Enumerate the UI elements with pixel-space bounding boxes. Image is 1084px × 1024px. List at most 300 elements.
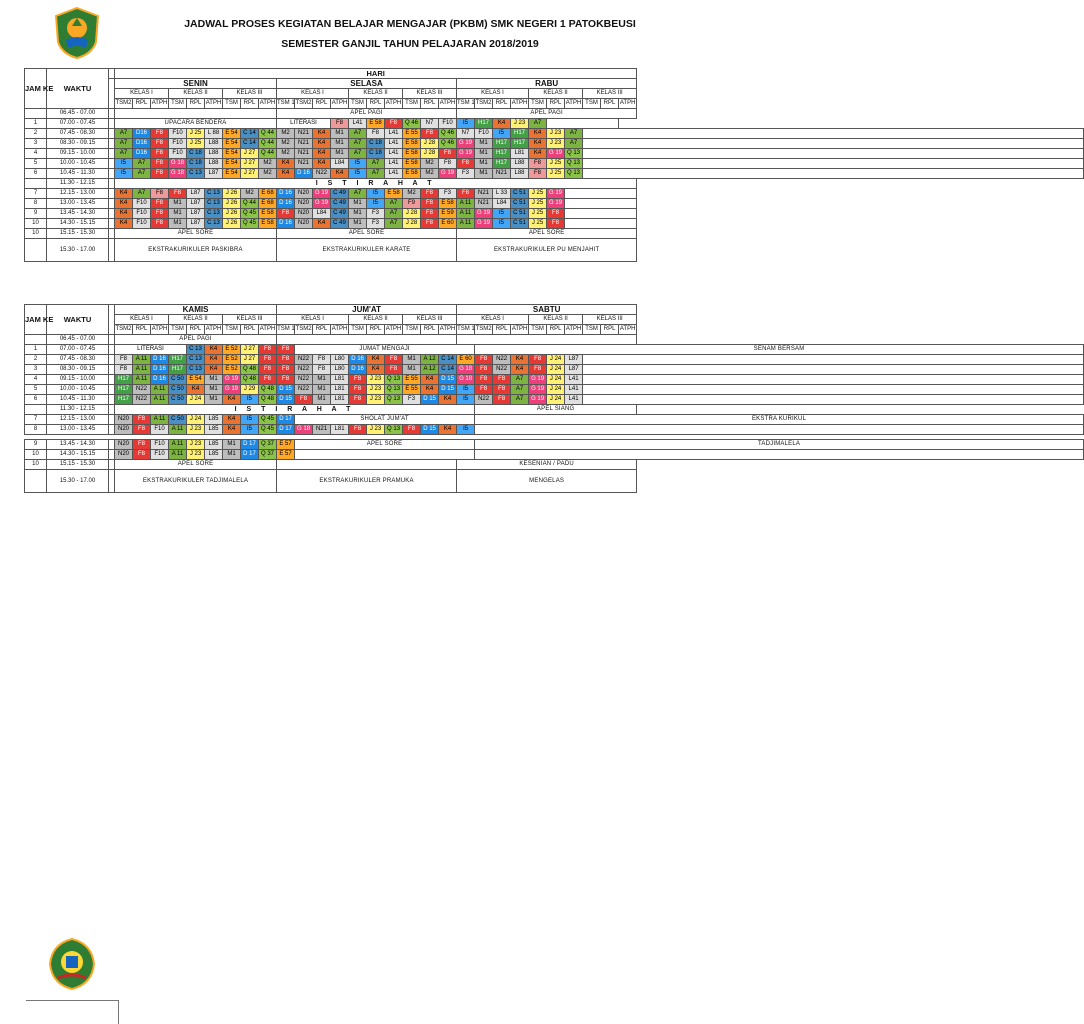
class-slot-cell: C 50 bbox=[169, 415, 187, 425]
schedule-cell bbox=[583, 375, 1084, 385]
class-slot-cell: A 12 bbox=[421, 365, 439, 375]
class-slot-cell: A7 bbox=[511, 395, 529, 405]
major-header: ATPH bbox=[385, 325, 403, 335]
class-slot-cell: G 19 bbox=[457, 149, 475, 159]
class-slot-cell: F8 bbox=[151, 219, 169, 229]
class-slot-cell: J 28 bbox=[403, 219, 421, 229]
class-slot-cell: F8 bbox=[151, 169, 169, 179]
class-slot-cell: K4 bbox=[367, 365, 385, 375]
class-slot-cell: A7 bbox=[385, 209, 403, 219]
class-slot-cell: E 58 bbox=[439, 199, 457, 209]
class-slot-cell: D 17 bbox=[241, 440, 259, 450]
activity-cell bbox=[115, 109, 277, 119]
day-header: RABU bbox=[457, 79, 637, 89]
jam-ke-cell: 8 bbox=[25, 199, 47, 209]
class-slot-cell: C 13 bbox=[187, 365, 205, 375]
class-slot-cell: G 19 bbox=[547, 199, 565, 209]
class-slot-cell: K4 bbox=[367, 355, 385, 365]
class-slot-cell: H17 bbox=[493, 149, 511, 159]
class-slot-cell: C 13 bbox=[205, 199, 223, 209]
jam-ke-cell: 9 bbox=[25, 440, 47, 450]
class-slot-cell: L87 bbox=[187, 219, 205, 229]
class-slot-cell: N20 bbox=[295, 199, 313, 209]
class-slot-cell: I5 bbox=[367, 189, 385, 199]
class-slot-cell: A 11 bbox=[133, 365, 151, 375]
class-slot-cell: N21 bbox=[475, 199, 493, 209]
class-slot-cell: F8 bbox=[277, 209, 295, 219]
class-slot-cell: D 15 bbox=[439, 375, 457, 385]
major-header: TSM2 bbox=[115, 325, 133, 335]
major-header: TSM bbox=[529, 99, 547, 109]
class-slot-cell: K4 bbox=[115, 189, 133, 199]
class-slot-cell: H17 bbox=[511, 129, 529, 139]
class-slot-cell: M1 bbox=[169, 219, 187, 229]
class-slot-cell: J 25 bbox=[547, 169, 565, 179]
major-header: ATPH bbox=[439, 99, 457, 109]
class-slot-cell: J 26 bbox=[223, 189, 241, 199]
class-slot-cell: J 24 bbox=[547, 395, 565, 405]
major-header: TSM bbox=[349, 99, 367, 109]
jam-ke-cell: 2 bbox=[25, 129, 47, 139]
class-slot-cell: E 55 bbox=[403, 385, 421, 395]
class-slot-cell: J 24 bbox=[547, 355, 565, 365]
class-slot-cell: F8 bbox=[421, 189, 439, 199]
class-slot-cell: N22 bbox=[493, 365, 511, 375]
class-slot-cell: M1 bbox=[475, 169, 493, 179]
major-header: RPL bbox=[313, 99, 331, 109]
class-slot-cell: A7 bbox=[367, 169, 385, 179]
activity-cell: SHOLAT JUM'AT bbox=[295, 415, 475, 425]
class-slot-cell: Q 13 bbox=[565, 159, 583, 169]
class-group-header: KELAS III bbox=[403, 315, 457, 325]
class-slot-cell: A 11 bbox=[169, 425, 187, 435]
schedule-cell bbox=[547, 119, 619, 129]
major-header: TSM bbox=[169, 325, 187, 335]
class-slot-cell: L84 bbox=[493, 199, 511, 209]
waktu-cell: 10.45 - 11.30 bbox=[47, 169, 109, 179]
class-slot-cell: A7 bbox=[511, 375, 529, 385]
class-slot-cell: L85 bbox=[205, 450, 223, 460]
class-slot-cell: A7 bbox=[349, 129, 367, 139]
jam-ke-cell: 4 bbox=[25, 149, 47, 159]
class-slot-cell: H17 bbox=[115, 395, 133, 405]
jam-ke-cell: 10 bbox=[25, 229, 47, 239]
class-slot-cell: M1 bbox=[205, 375, 223, 385]
waktu-cell: 13.00 - 13.45 bbox=[47, 425, 109, 435]
major-header: ATPH bbox=[619, 99, 637, 109]
class-slot-cell: N21 bbox=[493, 169, 511, 179]
major-header: TSM2 bbox=[475, 325, 493, 335]
class-slot-cell: H17 bbox=[511, 139, 529, 149]
class-slot-cell: J 23 bbox=[547, 129, 565, 139]
class-slot-cell: N22 bbox=[295, 355, 313, 365]
day-header: JUM'AT bbox=[277, 305, 457, 315]
class-slot-cell: M1 bbox=[331, 139, 349, 149]
class-slot-cell: D 16 bbox=[151, 375, 169, 385]
class-slot-cell: G 19 bbox=[529, 395, 547, 405]
class-slot-cell: E 54 bbox=[223, 169, 241, 179]
class-slot-cell: J 23 bbox=[187, 440, 205, 450]
class-group-header: KELAS I bbox=[457, 89, 529, 99]
class-slot-cell: N20 bbox=[115, 415, 133, 425]
class-slot-cell: K4 bbox=[313, 159, 331, 169]
class-slot-cell: I5 bbox=[493, 209, 511, 219]
major-header: ATPH bbox=[511, 99, 529, 109]
waktu-cell: 15.30 - 17.00 bbox=[47, 239, 109, 262]
major-header: ATPH bbox=[331, 99, 349, 109]
waktu-header: WAKTU bbox=[47, 69, 109, 109]
class-slot-cell: F8 bbox=[169, 189, 187, 199]
class-slot-cell: A 11 bbox=[169, 440, 187, 450]
class-slot-cell: M1 bbox=[475, 139, 493, 149]
major-header: ATPH bbox=[385, 99, 403, 109]
class-slot-cell: L88 bbox=[205, 159, 223, 169]
class-slot-cell: M2 bbox=[403, 189, 421, 199]
activity-cell: EKSTRAKURIKULER PASKIBRA bbox=[115, 239, 277, 262]
class-slot-cell: D 16 bbox=[295, 169, 313, 179]
class-slot-cell: D 15 bbox=[421, 425, 439, 435]
class-slot-cell: A7 bbox=[115, 149, 133, 159]
major-header: TSM bbox=[403, 325, 421, 335]
jam-ke-cell: 7 bbox=[25, 189, 47, 199]
class-slot-cell: L41 bbox=[565, 395, 583, 405]
schedule-cell bbox=[583, 159, 1084, 169]
class-slot-cell: C 14 bbox=[241, 129, 259, 139]
class-slot-cell: N22 bbox=[295, 385, 313, 395]
class-slot-cell: E 57 bbox=[277, 440, 295, 450]
class-slot-cell: L80 bbox=[331, 355, 349, 365]
class-slot-cell: C 14 bbox=[241, 139, 259, 149]
class-slot-cell: J 27 bbox=[241, 149, 259, 159]
class-slot-cell: L85 bbox=[205, 425, 223, 435]
major-header: TSM bbox=[223, 325, 241, 335]
class-slot-cell: M1 bbox=[313, 385, 331, 395]
class-slot-cell: I5 bbox=[457, 385, 475, 395]
class-slot-cell: L41 bbox=[385, 169, 403, 179]
class-slot-cell: C 51 bbox=[511, 219, 529, 229]
class-slot-cell: D 16 bbox=[349, 355, 367, 365]
jam-ke-header: JAM KE bbox=[25, 305, 47, 335]
major-header: TSM bbox=[529, 325, 547, 335]
class-slot-cell: J 25 bbox=[529, 219, 547, 229]
footer-divider bbox=[118, 1000, 119, 1024]
major-header: TSM bbox=[583, 325, 601, 335]
class-slot-cell: M1 bbox=[403, 355, 421, 365]
major-header: ATPH bbox=[331, 325, 349, 335]
activity-cell: APEL SORE bbox=[277, 229, 457, 239]
class-slot-cell: C 14 bbox=[439, 365, 457, 375]
class-slot-cell: N21 bbox=[295, 159, 313, 169]
class-slot-cell: E 58 bbox=[259, 219, 277, 229]
class-slot-cell: C 51 bbox=[511, 199, 529, 209]
class-slot-cell: C 13 bbox=[187, 169, 205, 179]
class-slot-cell: Q 44 bbox=[259, 149, 277, 159]
class-slot-cell: N21 bbox=[295, 129, 313, 139]
class-slot-cell: F8 bbox=[277, 345, 295, 355]
class-slot-cell: F10 bbox=[133, 199, 151, 209]
class-slot-cell: E 58 bbox=[259, 209, 277, 219]
class-slot-cell: C 18 bbox=[367, 149, 385, 159]
class-slot-cell: A7 bbox=[385, 199, 403, 209]
activity-cell bbox=[475, 450, 1084, 460]
class-slot-cell: I5 bbox=[349, 169, 367, 179]
major-header: TSM bbox=[223, 99, 241, 109]
class-slot-cell: E 58 bbox=[403, 149, 421, 159]
class-slot-cell: J 25 bbox=[547, 159, 565, 169]
class-slot-cell: C 49 bbox=[331, 189, 349, 199]
waktu-cell: 13.45 - 14.30 bbox=[47, 209, 109, 219]
class-slot-cell: F8 bbox=[277, 355, 295, 365]
class-slot-cell: M1 bbox=[475, 159, 493, 169]
class-slot-cell: J 24 bbox=[547, 365, 565, 375]
class-slot-cell: L41 bbox=[565, 385, 583, 395]
class-slot-cell: N20 bbox=[295, 189, 313, 199]
major-header: ATPH bbox=[151, 325, 169, 335]
class-slot-cell: L80 bbox=[331, 365, 349, 375]
jam-ke-cell: 10 bbox=[25, 450, 47, 460]
class-slot-cell: N21 bbox=[475, 189, 493, 199]
waktu-cell: 07.45 - 08.30 bbox=[47, 129, 109, 139]
major-header: TSM2 bbox=[295, 325, 313, 335]
class-slot-cell: K4 bbox=[223, 395, 241, 405]
jam-ke-cell: 2 bbox=[25, 355, 47, 365]
class-slot-cell: E 58 bbox=[367, 119, 385, 129]
class-slot-cell: G 19 bbox=[313, 189, 331, 199]
class-slot-cell: F8 bbox=[313, 355, 331, 365]
class-slot-cell: F8 bbox=[133, 415, 151, 425]
class-slot-cell: E 54 bbox=[223, 129, 241, 139]
activity-cell: APEL PAGI bbox=[457, 109, 637, 119]
class-slot-cell: N20 bbox=[295, 219, 313, 229]
waktu-cell: 09.15 - 10.00 bbox=[47, 375, 109, 385]
class-slot-cell: J 23 bbox=[187, 450, 205, 460]
class-slot-cell: E 54 bbox=[223, 149, 241, 159]
class-slot-cell: L87 bbox=[187, 209, 205, 219]
class-slot-cell: C 50 bbox=[169, 375, 187, 385]
class-slot-cell: J 29 bbox=[241, 385, 259, 395]
class-slot-cell: G 18 bbox=[169, 159, 187, 169]
class-slot-cell: A 11 bbox=[151, 385, 169, 395]
class-group-header: KELAS II bbox=[529, 315, 583, 325]
jam-ke-cell: 5 bbox=[25, 385, 47, 395]
schedule-cell bbox=[583, 365, 1084, 375]
class-slot-cell: K4 bbox=[439, 395, 457, 405]
class-slot-cell: F10 bbox=[475, 129, 493, 139]
class-slot-cell: F8 bbox=[421, 219, 439, 229]
major-header: RPL bbox=[493, 325, 511, 335]
waktu-header: WAKTU bbox=[47, 305, 109, 335]
class-slot-cell: L81 bbox=[331, 395, 349, 405]
class-slot-cell: A7 bbox=[385, 219, 403, 229]
class-slot-cell: J 25 bbox=[187, 129, 205, 139]
class-slot-cell: G 19 bbox=[547, 149, 565, 159]
class-slot-cell: K4 bbox=[529, 149, 547, 159]
class-slot-cell: F8 bbox=[385, 119, 403, 129]
class-slot-cell: Q 46 bbox=[439, 129, 457, 139]
class-slot-cell: A7 bbox=[565, 139, 583, 149]
class-slot-cell: L84 bbox=[331, 159, 349, 169]
class-slot-cell: F8 bbox=[421, 129, 439, 139]
class-slot-cell: M1 bbox=[205, 385, 223, 395]
class-slot-cell: L84 bbox=[313, 209, 331, 219]
class-slot-cell: A7 bbox=[133, 159, 151, 169]
class-slot-cell: L41 bbox=[385, 129, 403, 139]
jam-ke-cell: 3 bbox=[25, 139, 47, 149]
class-slot-cell: C 18 bbox=[187, 149, 205, 159]
waktu-cell: 15.15 - 15.30 bbox=[47, 229, 109, 239]
class-slot-cell: G 18 bbox=[457, 365, 475, 375]
activity-cell bbox=[475, 425, 1084, 435]
class-slot-cell: J 28 bbox=[421, 149, 439, 159]
major-header: TSM bbox=[583, 99, 601, 109]
class-slot-cell: L87 bbox=[187, 189, 205, 199]
class-slot-cell: D 15 bbox=[439, 385, 457, 395]
jam-ke-cell bbox=[25, 470, 47, 493]
class-slot-cell: K4 bbox=[223, 425, 241, 435]
class-slot-cell: J 25 bbox=[529, 209, 547, 219]
waktu-cell: 10.00 - 10.45 bbox=[47, 159, 109, 169]
day-header: SELASA bbox=[277, 79, 457, 89]
waktu-cell: 07.45 - 08.30 bbox=[47, 355, 109, 365]
class-slot-cell: F8 bbox=[259, 355, 277, 365]
major-header: TSM bbox=[403, 99, 421, 109]
class-slot-cell: A7 bbox=[349, 189, 367, 199]
class-slot-cell: D 15 bbox=[421, 395, 439, 405]
class-slot-cell: A7 bbox=[115, 129, 133, 139]
class-slot-cell: Q 48 bbox=[259, 395, 277, 405]
day-header: SABTU bbox=[457, 305, 637, 315]
class-slot-cell: E 57 bbox=[277, 450, 295, 460]
class-slot-cell: H17 bbox=[493, 159, 511, 169]
class-slot-cell: I5 bbox=[457, 395, 475, 405]
class-slot-cell: J 24 bbox=[547, 375, 565, 385]
schedule-cell bbox=[583, 385, 1084, 395]
jam-ke-cell: 7 bbox=[25, 415, 47, 425]
class-slot-cell: J 27 bbox=[241, 159, 259, 169]
class-group-header: KELAS II bbox=[169, 315, 223, 325]
class-group-header: KELAS III bbox=[223, 89, 277, 99]
activity-cell bbox=[457, 335, 637, 345]
class-slot-cell: K4 bbox=[277, 159, 295, 169]
schedule-cell bbox=[565, 189, 637, 199]
class-slot-cell: J 26 bbox=[223, 209, 241, 219]
major-header: ATPH bbox=[259, 99, 277, 109]
waktu-cell: 14.30 - 15.15 bbox=[47, 219, 109, 229]
class-slot-cell: L85 bbox=[205, 440, 223, 450]
class-slot-cell: K4 bbox=[421, 385, 439, 395]
major-header: TSM 1 bbox=[457, 99, 475, 109]
class-slot-cell: A 11 bbox=[457, 199, 475, 209]
class-slot-cell: J 27 bbox=[241, 169, 259, 179]
class-slot-cell: E 68 bbox=[259, 189, 277, 199]
class-group-header: KELAS I bbox=[115, 315, 169, 325]
major-header: RPL bbox=[187, 325, 205, 335]
class-group-header: KELAS I bbox=[115, 89, 169, 99]
class-slot-cell: N21 bbox=[295, 139, 313, 149]
document-subtitle: SEMESTER GANJIL TAHUN PELAJARAN 2018/2019 bbox=[281, 38, 539, 50]
class-slot-cell: F8 bbox=[547, 209, 565, 219]
major-header: TSM2 bbox=[475, 99, 493, 109]
class-slot-cell: E 58 bbox=[403, 159, 421, 169]
class-slot-cell: L41 bbox=[385, 139, 403, 149]
class-slot-cell: M1 bbox=[331, 149, 349, 159]
class-slot-cell: F10 bbox=[169, 149, 187, 159]
jam-ke-cell: 3 bbox=[25, 365, 47, 375]
major-header: RPL bbox=[493, 99, 511, 109]
class-slot-cell: A 11 bbox=[133, 375, 151, 385]
class-slot-cell: G 19 bbox=[457, 139, 475, 149]
class-slot-cell: L87 bbox=[205, 169, 223, 179]
class-slot-cell: M1 bbox=[403, 365, 421, 375]
class-slot-cell: K4 bbox=[277, 169, 295, 179]
class-slot-cell: K4 bbox=[313, 219, 331, 229]
schedule-table-week-2 bbox=[24, 304, 807, 493]
schedule-cell bbox=[583, 169, 1084, 179]
class-group-header: KELAS II bbox=[169, 89, 223, 99]
jam-ke-cell bbox=[25, 109, 47, 119]
class-slot-cell: L81 bbox=[511, 149, 529, 159]
class-slot-cell: K4 bbox=[115, 219, 133, 229]
class-slot-cell: A7 bbox=[115, 139, 133, 149]
class-slot-cell: J 26 bbox=[223, 199, 241, 209]
class-slot-cell: C 50 bbox=[169, 395, 187, 405]
class-slot-cell: K4 bbox=[421, 375, 439, 385]
class-slot-cell: Q 45 bbox=[259, 425, 277, 435]
class-slot-cell: A7 bbox=[367, 159, 385, 169]
major-header: RPL bbox=[547, 99, 565, 109]
class-group-header: KELAS II bbox=[349, 315, 403, 325]
class-slot-cell: J 27 bbox=[241, 355, 259, 365]
waktu-cell: 10.45 - 11.30 bbox=[47, 395, 109, 405]
class-slot-cell: F3 bbox=[457, 169, 475, 179]
class-slot-cell: J 25 bbox=[529, 189, 547, 199]
class-slot-cell: K4 bbox=[313, 149, 331, 159]
class-slot-cell: M2 bbox=[241, 189, 259, 199]
class-slot-cell: Q 13 bbox=[385, 425, 403, 435]
waktu-cell: 11.30 - 12.15 bbox=[47, 405, 109, 415]
jam-ke-cell: 10 bbox=[25, 219, 47, 229]
class-slot-cell: I5 bbox=[349, 159, 367, 169]
class-slot-cell: N22 bbox=[475, 395, 493, 405]
activity-cell: APEL SIANG bbox=[475, 405, 637, 415]
class-slot-cell: I5 bbox=[457, 119, 475, 129]
class-slot-cell: N22 bbox=[295, 375, 313, 385]
activity-cell: KESENIAN / PADU bbox=[457, 460, 637, 470]
class-slot-cell: F8 bbox=[529, 355, 547, 365]
class-slot-cell: F8 bbox=[151, 189, 169, 199]
class-slot-cell: G 19 bbox=[475, 209, 493, 219]
activity-cell: TADJIMALELA bbox=[475, 440, 1084, 450]
waktu-cell: 13.45 - 14.30 bbox=[47, 440, 109, 450]
class-slot-cell: G 18 bbox=[169, 169, 187, 179]
activity-cell: APEL SORE bbox=[115, 229, 277, 239]
jam-ke-cell bbox=[25, 335, 47, 345]
class-slot-cell: N7 bbox=[457, 129, 475, 139]
class-slot-cell: F8 bbox=[295, 395, 313, 405]
class-slot-cell: N22 bbox=[295, 365, 313, 375]
activity-cell: EKSTRAKURIKULER KARATE bbox=[277, 239, 457, 262]
class-slot-cell: D 15 bbox=[277, 395, 295, 405]
major-header: RPL bbox=[421, 325, 439, 335]
schedule-cell bbox=[583, 139, 1084, 149]
class-slot-cell: M2 bbox=[277, 139, 295, 149]
schedule-cell bbox=[565, 199, 637, 209]
activity-cell: EKSTRA KURIKUL bbox=[475, 415, 1084, 425]
class-slot-cell: E 59 bbox=[439, 209, 457, 219]
class-slot-cell: F8 bbox=[133, 440, 151, 450]
class-slot-cell: F8 bbox=[151, 149, 169, 159]
class-slot-cell: J 25 bbox=[529, 199, 547, 209]
